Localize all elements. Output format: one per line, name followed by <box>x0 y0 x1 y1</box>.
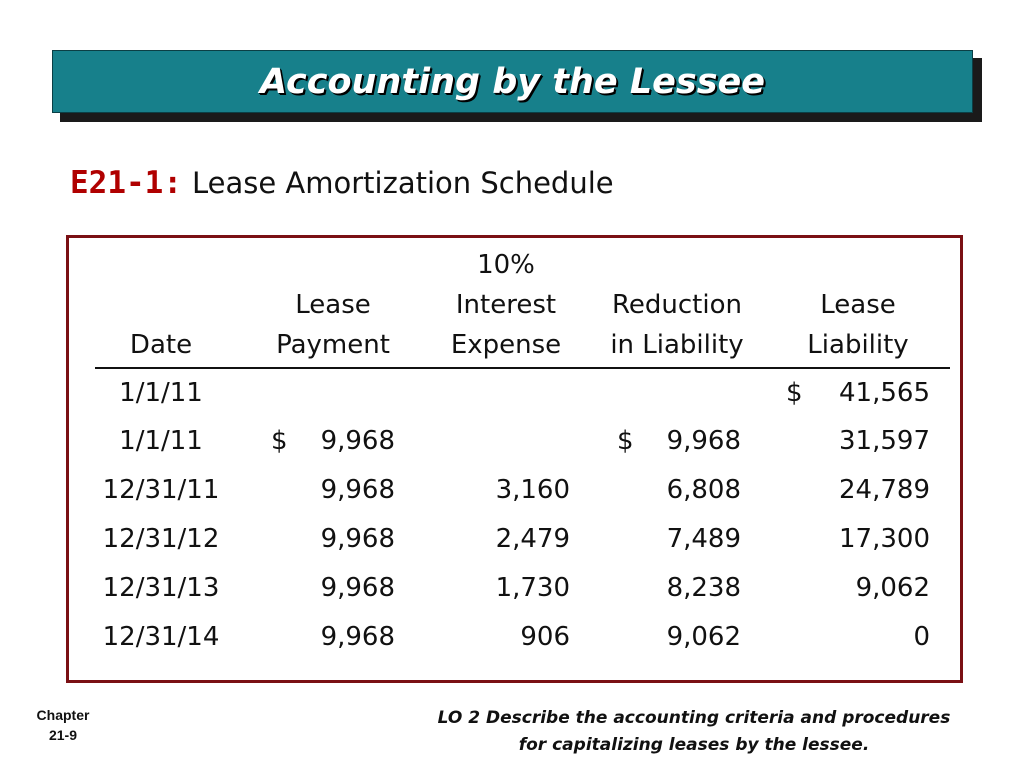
cell-date: 1/1/11 <box>119 426 203 456</box>
cell-date: 12/31/13 <box>102 573 220 603</box>
cell-interest: 3,160 <box>495 475 570 505</box>
header-divider <box>95 367 950 369</box>
table-header-row <box>0 328 1024 362</box>
cell-reduction: 9,062 <box>666 622 741 652</box>
cell-liability-currency: $ <box>786 378 803 408</box>
header-interest-line2: Expense <box>450 330 562 360</box>
cell-reduction: 8,238 <box>666 573 741 603</box>
table-row <box>0 424 1024 458</box>
cell-payment-currency: $ <box>271 426 288 456</box>
cell-payment: 9,968 <box>320 426 395 456</box>
header-interest-line1: Interest <box>455 290 557 320</box>
exercise-label: E21-1: <box>70 165 182 201</box>
table-row <box>0 376 1024 410</box>
header-reduction-line1: Reduction <box>612 290 742 320</box>
table-row <box>0 522 1024 556</box>
title-bar <box>52 50 973 113</box>
table-header-row <box>0 248 1024 282</box>
cell-date: 12/31/14 <box>102 622 220 652</box>
header-payment-line2: Payment <box>276 330 390 360</box>
cell-liability: 0 <box>913 622 930 652</box>
cell-reduction: 6,808 <box>666 475 741 505</box>
table-row <box>0 620 1024 654</box>
cell-payment: 9,968 <box>320 475 395 505</box>
header-date: Date <box>129 330 193 360</box>
table-header-row <box>0 288 1024 322</box>
cell-reduction: 9,968 <box>666 426 741 456</box>
header-reduction-line2: in Liability <box>610 330 744 360</box>
cell-liability: 24,789 <box>839 475 930 505</box>
cell-liability: 9,062 <box>855 573 930 603</box>
cell-interest: 2,479 <box>495 524 570 554</box>
chapter-number: 21-9 <box>48 727 78 743</box>
chapter-indicator <box>26 705 100 745</box>
cell-interest: 906 <box>520 622 570 652</box>
table-row <box>0 571 1024 605</box>
subtitle <box>70 164 614 202</box>
cell-payment: 9,968 <box>320 573 395 603</box>
cell-liability: 17,300 <box>839 524 930 554</box>
cell-reduction: 7,489 <box>666 524 741 554</box>
header-payment-line1: Lease <box>295 290 371 320</box>
cell-interest: 1,730 <box>495 573 570 603</box>
cell-liability: 31,597 <box>839 426 930 456</box>
cell-liability: 41,565 <box>839 378 930 408</box>
table-row <box>0 473 1024 507</box>
cell-date: 1/1/11 <box>119 378 203 408</box>
header-interest-rate: 10% <box>477 250 535 280</box>
subtitle-text: Lease Amortization Schedule <box>191 166 614 200</box>
slide-title: Accounting by the Lessee <box>259 61 766 102</box>
cell-payment: 9,968 <box>320 622 395 652</box>
learning-objective <box>384 705 1004 759</box>
header-liability-line2: Liability <box>807 330 909 360</box>
learning-objective-line1: LO 2 Describe the accounting criteria and procedures <box>437 708 951 728</box>
cell-payment: 9,968 <box>320 524 395 554</box>
learning-objective-line2: for capitalizing leases by the lessee. <box>518 735 870 755</box>
chapter-label: Chapter <box>36 707 90 723</box>
header-liability-line1: Lease <box>820 290 896 320</box>
cell-reduction-currency: $ <box>617 426 634 456</box>
cell-date: 12/31/12 <box>102 524 220 554</box>
cell-date: 12/31/11 <box>102 475 220 505</box>
